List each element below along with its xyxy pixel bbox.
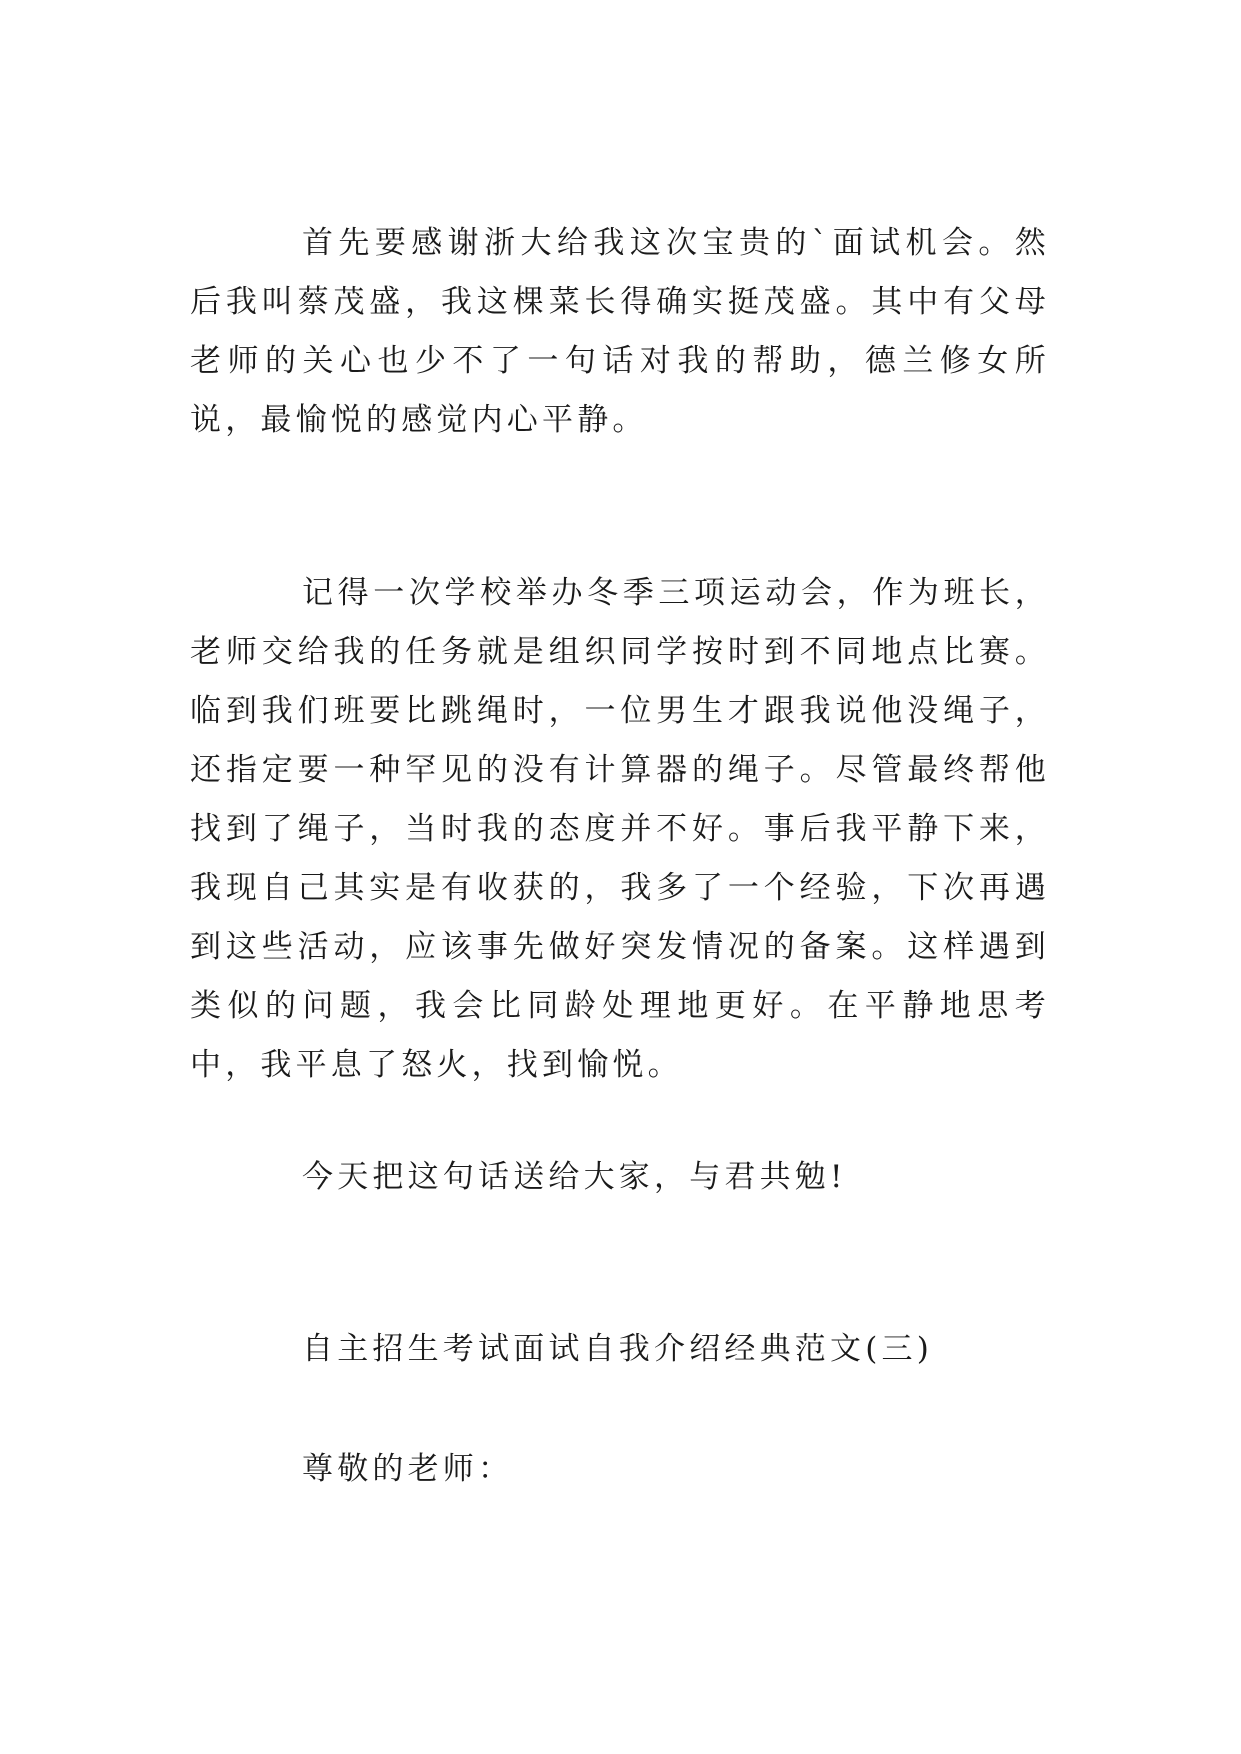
section-title: 自主招生考试面试自我介绍经典范文(三) bbox=[302, 1331, 933, 1367]
closing-line: 今天把这句话送给大家，与君共勉! bbox=[302, 1159, 847, 1195]
salutation: 尊敬的老师： bbox=[302, 1451, 514, 1487]
paragraph-story: 记得一次学校举办冬季三项运动会，作为班长，老师交给我的任务就是组织同学按时到不同地点比赛。临到我们班要比跳绳时，一位男生才跟我说他没绳子，还指定要一种罕见的没有计算器的绳子。尽管最终帮他找到了绳子，当时我的态度并不好。事后我平静下来，我现自己其实是有收获的，我多了一个经验，下次再遇到这些活动，应该事先做好突发情况的备案。这样遇到类似的问题，我会比同龄处理地更好。在平静地思考中，我平息了怒火，找到愉悦。 bbox=[190, 575, 1050, 1083]
paragraph-intro: 首先要感谢浙大给我这次宝贵的`面试机会。然后我叫蔡茂盛，我这棵菜长得确实挺茂盛。其中有父母老师的关心也少不了一句话对我的帮助，德兰修女所说，最愉悦的感觉内心平静。 bbox=[190, 225, 1050, 438]
